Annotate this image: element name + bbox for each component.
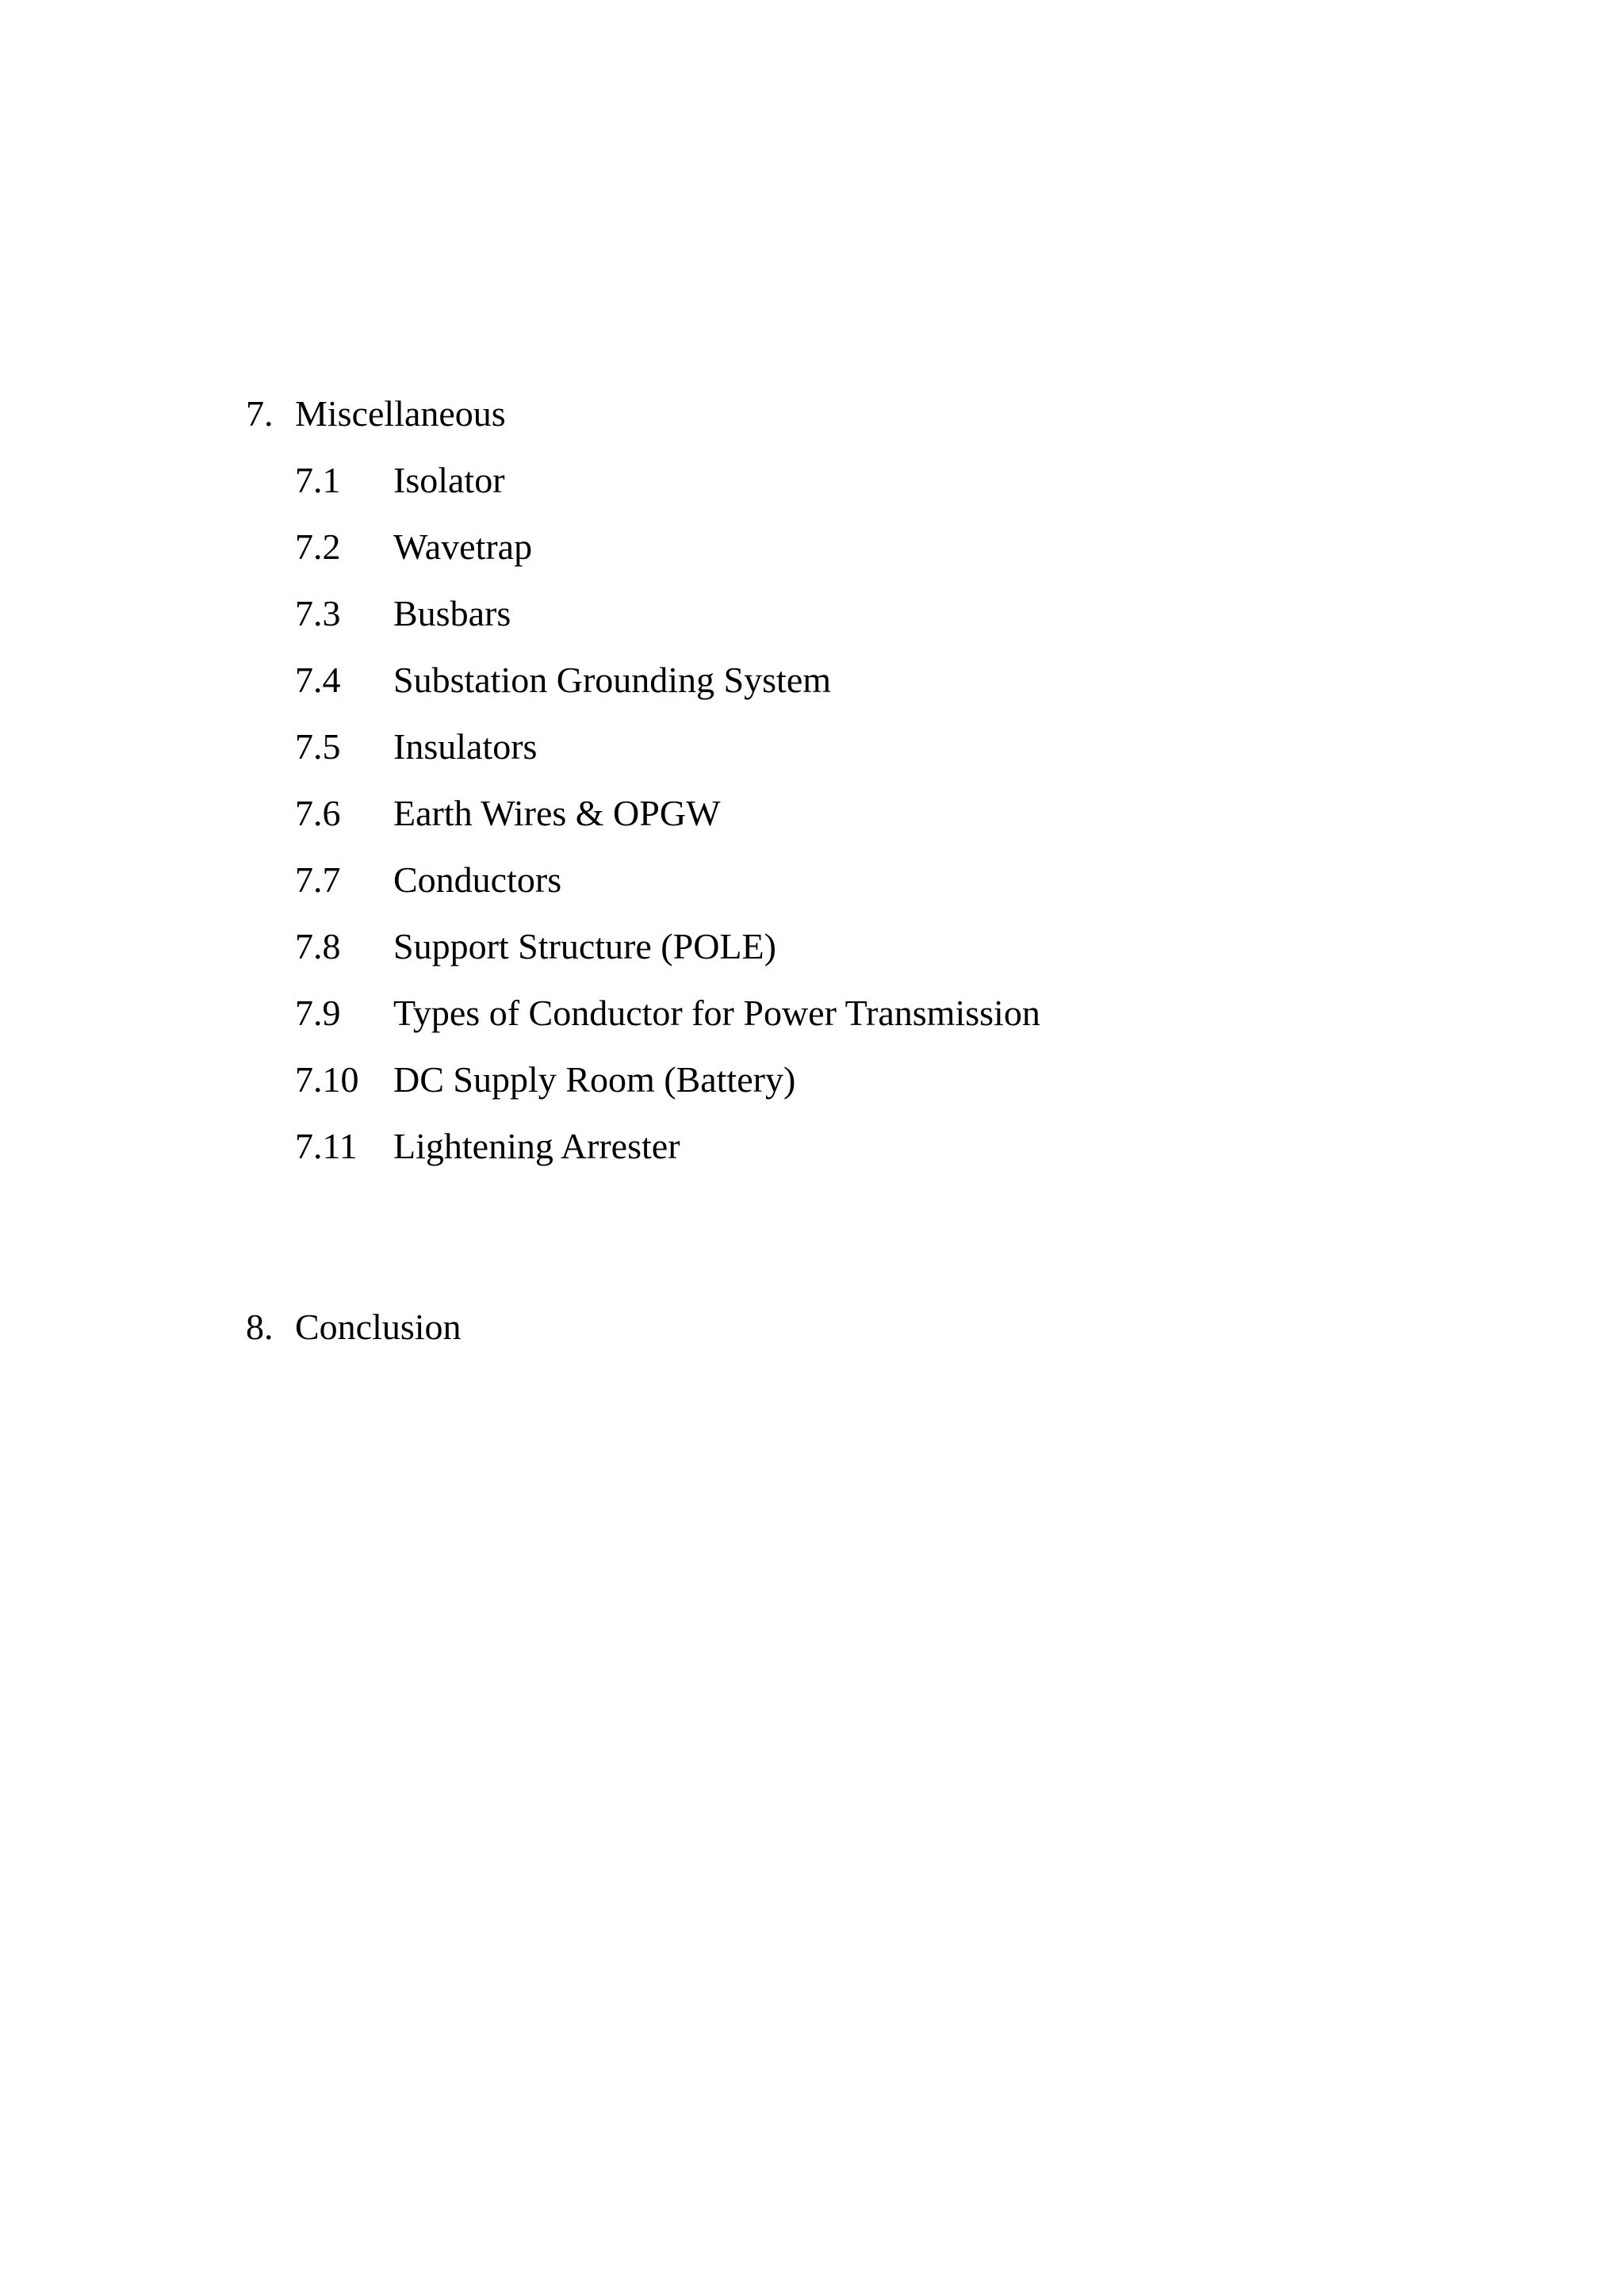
- subsection-number: 7.8: [295, 926, 341, 966]
- subsection-title: Substation Grounding System: [393, 660, 832, 700]
- section-title: Conclusion: [295, 1307, 462, 1347]
- subsection-title: DC Supply Room (Battery): [393, 1059, 796, 1100]
- subsection-number: 7.6: [295, 793, 341, 833]
- toc-subsection: [246, 714, 1435, 780]
- subsection-number: 7.11: [295, 1126, 358, 1166]
- section-title: Miscellaneous: [295, 393, 506, 434]
- subsection-title: Insulators: [393, 726, 538, 767]
- subsection-title: Earth Wires & OPGW: [393, 793, 721, 833]
- subsection-number: 7.3: [295, 593, 341, 633]
- table-of-contents: [246, 381, 1435, 1360]
- subsection-title: Conductors: [393, 859, 562, 900]
- subsection-number: 7.1: [295, 460, 341, 500]
- subsection-title: Isolator: [393, 460, 505, 500]
- toc-subsection: [246, 447, 1435, 514]
- toc-section-7: [246, 381, 1435, 447]
- toc-subsection: [246, 913, 1435, 980]
- toc-subsection: [246, 780, 1435, 847]
- toc-subsection: [246, 580, 1435, 647]
- subsection-title: Wavetrap: [393, 526, 533, 567]
- subsection-title: Support Structure (POLE): [393, 926, 776, 966]
- toc-subsection: [246, 514, 1435, 580]
- subsection-number: 7.9: [295, 993, 341, 1033]
- toc-subsection: [246, 1047, 1435, 1113]
- section-number: 8.: [246, 1307, 274, 1347]
- section-number: 7.: [246, 393, 274, 434]
- subsection-number: 7.7: [295, 859, 341, 900]
- subsection-title: Types of Conductor for Power Transmission: [393, 993, 1040, 1033]
- subsection-number: 7.2: [295, 526, 341, 567]
- subsection-number: 7.4: [295, 660, 341, 700]
- toc-subsection: [246, 647, 1435, 714]
- subsection-title: Lightening Arrester: [393, 1126, 680, 1166]
- toc-subsection: [246, 980, 1435, 1047]
- toc-section-8: [246, 1294, 1435, 1360]
- toc-subsection: [246, 1113, 1435, 1180]
- subsection-title: Busbars: [393, 593, 511, 633]
- subsection-number: 7.10: [295, 1059, 359, 1100]
- subsection-number: 7.5: [295, 726, 341, 767]
- toc-subsection: [246, 847, 1435, 913]
- section-spacer: [246, 1180, 1435, 1294]
- toc-subsection-list: [246, 447, 1435, 1180]
